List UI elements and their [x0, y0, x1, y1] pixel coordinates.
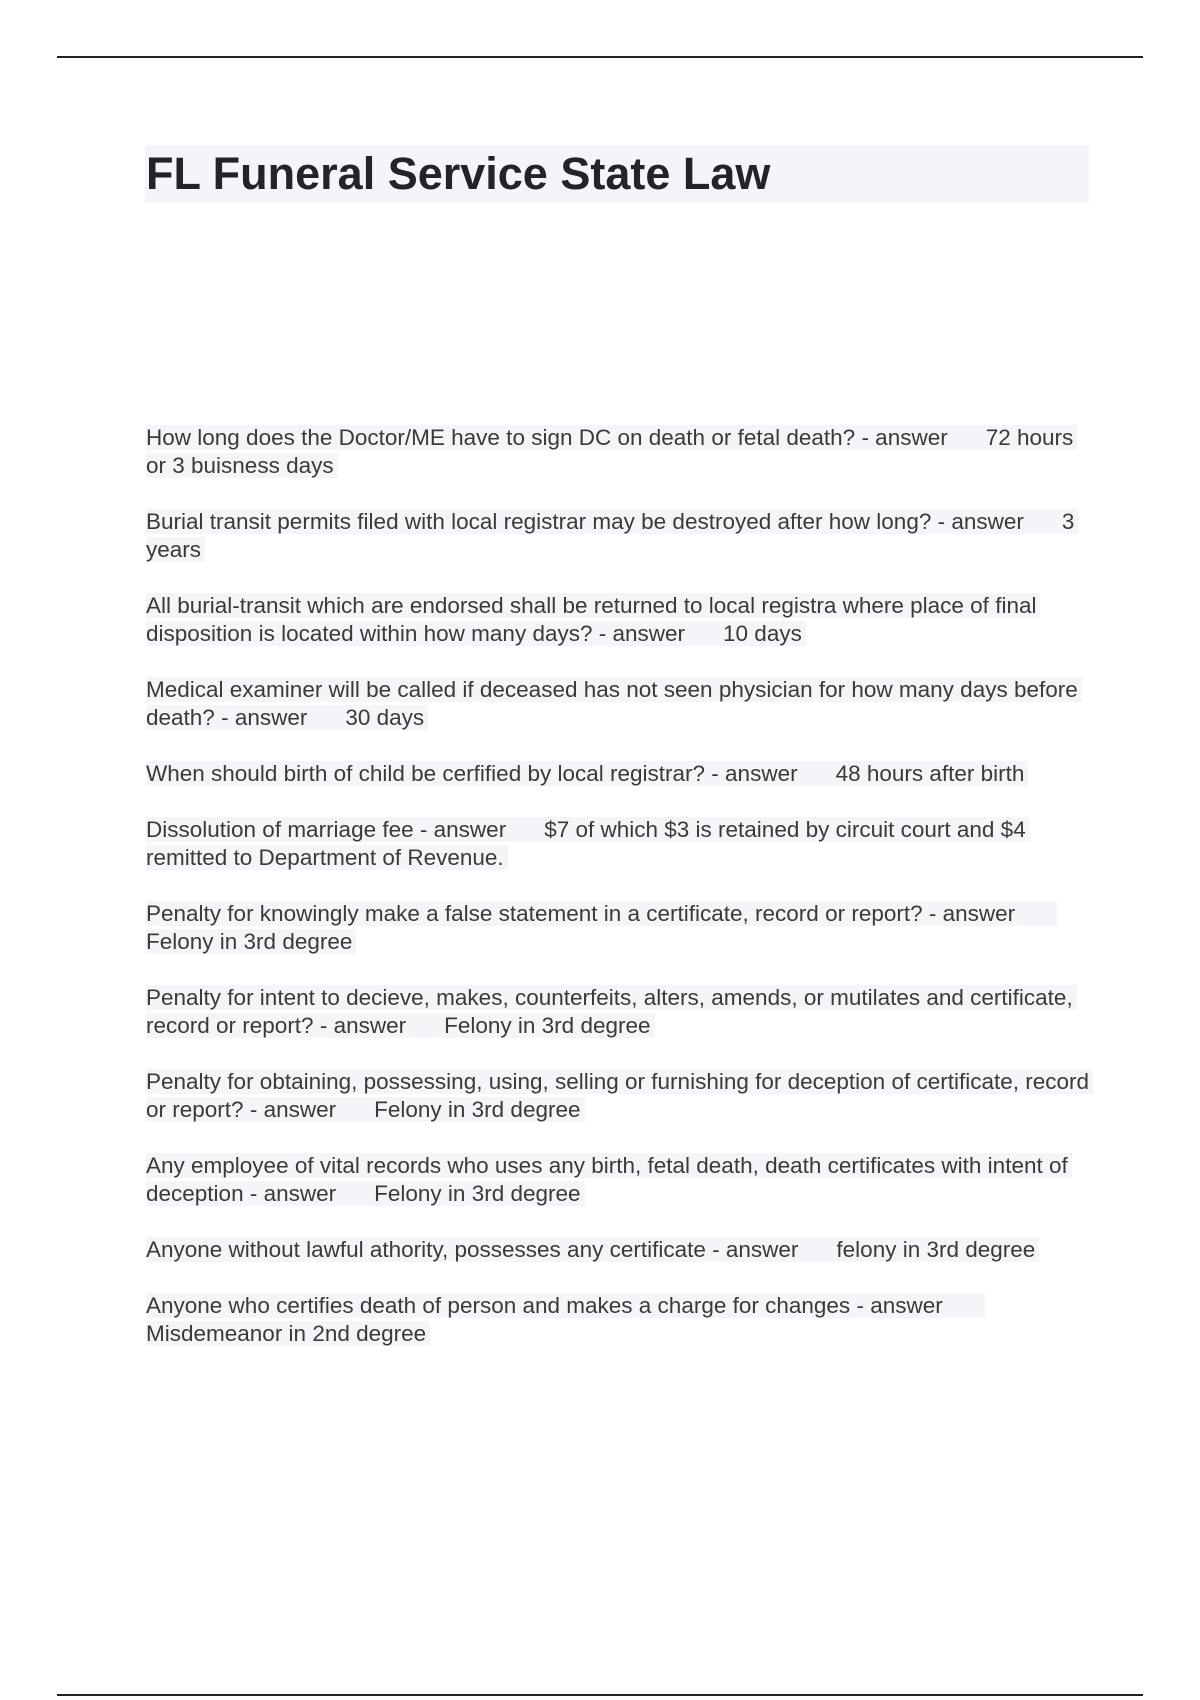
answer-separator: - answer — [928, 901, 1016, 926]
qa-item — [146, 1152, 1091, 1208]
answer-text: 3 years — [146, 509, 1075, 562]
answer-text: $7 of which $3 is retained by circuit court and $4 remitted to Department of Revenue. — [146, 817, 1026, 870]
document-title: FL Funeral Service State Law — [146, 148, 771, 199]
footer-rule — [57, 1694, 1143, 1696]
question-text: Penalty for intent to decieve, makes, counterfeits, alters, amends, or mutilates and certificate, record or report? — [146, 985, 1073, 1038]
qa-item — [146, 1068, 1091, 1124]
answer-text: Felony in 3rd degree — [146, 929, 353, 954]
qa-text — [146, 1293, 985, 1346]
answer-separator: - answer — [319, 1013, 407, 1038]
answer-separator: - answer — [861, 425, 948, 450]
answer-text: 30 days — [345, 705, 425, 730]
qa-item — [146, 676, 1091, 732]
qa-list — [146, 424, 1091, 1376]
qa-text — [146, 677, 1082, 730]
answer-text: Misdemeanor in 2nd degree — [146, 1321, 427, 1346]
answer-separator: - answer — [712, 1237, 799, 1262]
qa-text — [146, 1237, 1039, 1262]
question-text: Medical examiner will be called if deceased has not seen physician for how many days before death? — [146, 677, 1078, 730]
answer-text: felony in 3rd degree — [836, 1237, 1036, 1262]
qa-item — [146, 984, 1091, 1040]
qa-text — [146, 985, 1077, 1038]
answer-text: 72 hours or 3 buisness days — [146, 425, 1074, 478]
qa-item — [146, 1292, 1091, 1348]
qa-text — [146, 593, 1040, 646]
answer-text: Felony in 3rd degree — [374, 1181, 581, 1206]
answer-separator: - answer — [249, 1181, 337, 1206]
answer-text: Felony in 3rd degree — [374, 1097, 581, 1122]
answer-separator: - answer — [711, 761, 798, 786]
answer-separator: - answer — [419, 817, 507, 842]
qa-text — [146, 901, 1057, 954]
qa-item — [146, 1236, 1091, 1264]
question-text: When should birth of child be cerfified by local registrar? — [146, 761, 706, 786]
question-text: Anyone who certifies death of person and makes a charge for changes — [146, 1293, 851, 1318]
qa-item — [146, 424, 1091, 480]
qa-text — [146, 509, 1078, 562]
question-text: Any employee of vital records who uses any birth, fetal death, death certificates with intent of deception — [146, 1153, 1068, 1206]
question-text: Dissolution of marriage fee — [146, 817, 414, 842]
answer-text: Felony in 3rd degree — [444, 1013, 651, 1038]
answer-text: 10 days — [723, 621, 802, 646]
answer-separator: - answer — [598, 621, 686, 646]
qa-text — [146, 817, 1030, 870]
qa-item — [146, 592, 1091, 648]
question-text: Burial transit permits filed with local registrar may be destroyed after how long? — [146, 509, 932, 534]
qa-item — [146, 508, 1091, 564]
answer-text: 48 hours after birth — [835, 761, 1025, 786]
question-text: Penalty for obtaining, possessing, using, selling or furnishing for deception of certificate, record or report? — [146, 1069, 1090, 1122]
answer-separator: - answer — [937, 509, 1024, 534]
header-rule — [57, 56, 1143, 58]
qa-text — [146, 761, 1028, 786]
question-text: All burial-transit which are endorsed shall be returned to local registra where place of final disposition is located within how many days? — [146, 593, 1037, 646]
question-text: Anyone without lawful athority, possesses any certificate — [146, 1237, 706, 1262]
answer-separator: - answer — [856, 1293, 943, 1318]
answer-separator: - answer — [221, 705, 308, 730]
qa-item — [146, 900, 1091, 956]
qa-text — [146, 425, 1077, 478]
qa-text — [146, 1153, 1072, 1206]
question-text: How long does the Doctor/ME have to sign DC on death or fetal death? — [146, 425, 856, 450]
question-text: Penalty for knowingly make a false statement in a certificate, record or report? — [146, 901, 923, 926]
qa-text — [146, 1069, 1093, 1122]
qa-item — [146, 816, 1091, 872]
qa-item — [146, 760, 1091, 788]
answer-separator: - answer — [249, 1097, 337, 1122]
